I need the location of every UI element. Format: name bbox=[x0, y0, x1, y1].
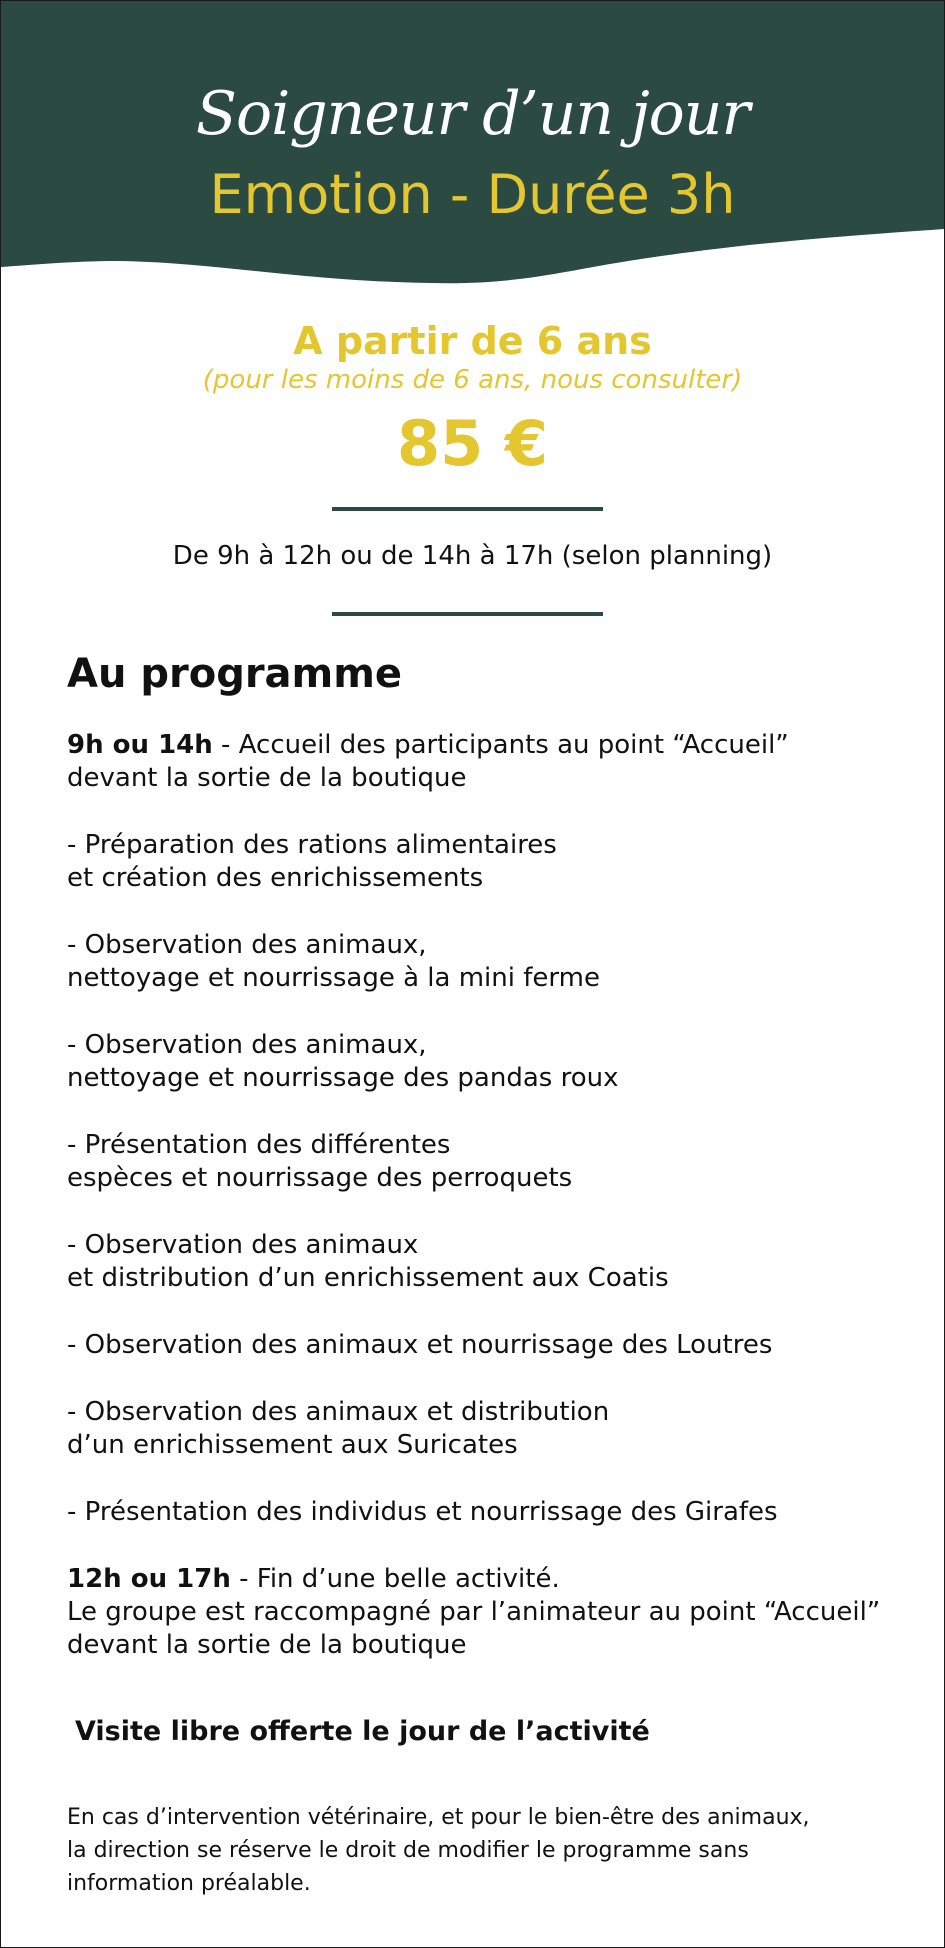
program-step bbox=[67, 829, 917, 895]
end-line-2: Le groupe est raccompagné par l’animateur au point “Accueil” bbox=[67, 1597, 881, 1627]
step-line-2: espèces et nourrissage des perroquets bbox=[67, 1163, 573, 1193]
program-start bbox=[67, 729, 917, 795]
program-step bbox=[67, 1129, 917, 1195]
end-line-3: devant la sortie de la boutique bbox=[67, 1630, 467, 1660]
program-step bbox=[67, 1329, 917, 1362]
start-line-1: - Accueil des participants au point “Accueil” bbox=[212, 730, 789, 760]
start-line-2: devant la sortie de la boutique bbox=[67, 763, 467, 793]
header-banner bbox=[1, 1, 944, 291]
step-line-1: - Observation des animaux, bbox=[67, 1030, 427, 1060]
step-line-2: nettoyage et nourrissage à la mini ferme bbox=[67, 963, 600, 993]
schedule-text: De 9h à 12h ou de 14h à 17h (selon planning) bbox=[172, 541, 773, 571]
step-line-1: - Présentation des individus et nourrissage des Girafes bbox=[67, 1497, 778, 1527]
program-heading: Au programme bbox=[67, 651, 403, 697]
step-line-1: - Observation des animaux, bbox=[67, 930, 427, 960]
divider-top bbox=[332, 507, 603, 511]
step-line-2: d’un enrichissement aux Suricates bbox=[67, 1430, 518, 1460]
step-line-1: - Observation des animaux et distribution bbox=[67, 1397, 610, 1427]
end-time: 12h ou 17h bbox=[67, 1564, 231, 1594]
disclaimer bbox=[67, 1801, 927, 1900]
program-step bbox=[67, 1229, 917, 1295]
divider-bottom bbox=[332, 612, 603, 616]
step-line-2: et distribution d’un enrichissement aux Coatis bbox=[67, 1263, 669, 1293]
free-visit-offer: Visite libre offerte le jour de l’activité bbox=[75, 1716, 650, 1747]
disclaimer-line-1: En cas d’intervention vétérinaire, et pour le bien-être des animaux, bbox=[67, 1805, 810, 1830]
start-time: 9h ou 14h bbox=[67, 730, 213, 760]
program-step bbox=[67, 1496, 917, 1529]
program-step bbox=[67, 1396, 917, 1462]
step-line-2: et création des enrichissements bbox=[67, 863, 484, 893]
page-subtitle: Emotion - Durée 3h bbox=[209, 163, 736, 226]
program-end bbox=[67, 1563, 917, 1662]
step-line-2: nettoyage et nourrissage des pandas roux bbox=[67, 1063, 619, 1093]
end-line-1: - Fin d’une belle activité. bbox=[230, 1564, 560, 1594]
age-note: (pour les moins de 6 ans, nous consulter) bbox=[202, 365, 743, 395]
page-title: Soigneur d’un jour bbox=[195, 79, 750, 149]
step-line-1: - Préparation des rations alimentaires bbox=[67, 830, 557, 860]
disclaimer-line-3: information préalable. bbox=[67, 1871, 311, 1896]
program-step bbox=[67, 929, 917, 995]
step-line-1: - Présentation des différentes bbox=[67, 1130, 451, 1160]
price: 85 € bbox=[396, 407, 548, 480]
age-requirement: A partir de 6 ans bbox=[293, 319, 652, 363]
program-step bbox=[67, 1029, 917, 1095]
program-list bbox=[67, 729, 917, 1696]
disclaimer-line-2: la direction se réserve le droit de modifier le programme sans bbox=[67, 1838, 749, 1863]
step-line-1: - Observation des animaux et nourrissage des Loutres bbox=[67, 1330, 773, 1360]
step-line-1: - Observation des animaux bbox=[67, 1230, 419, 1260]
